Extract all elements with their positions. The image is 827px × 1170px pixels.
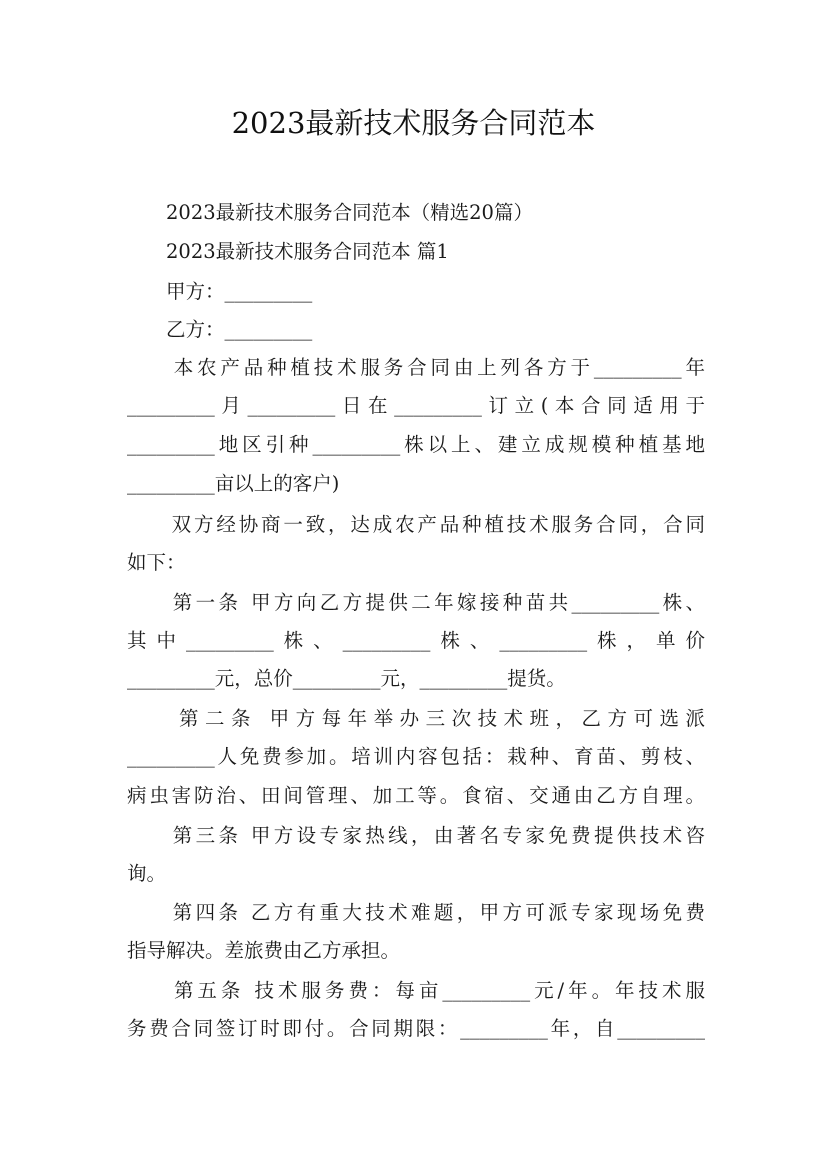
text-line-7: _________地区引种_________株以上、建立成规模种植基地 bbox=[127, 433, 705, 456]
text-line-3: 甲方：_________ bbox=[127, 280, 313, 303]
text-line-5: 本农产品种植技术服务合同由上列各方于_________年 bbox=[127, 356, 705, 379]
text-line-16: 病虫害防治、田间管理、加工等。食宿、交通由乙方自理。 bbox=[127, 784, 705, 807]
text-line-17: 第三条 甲方设专家热线，由著名专家免费提供技术咨 bbox=[127, 824, 705, 847]
text-line-21: 第五条 技术服务费：每亩_________元/年。年技术服 bbox=[127, 979, 705, 1002]
text-line-8: _________亩以上的客户) bbox=[127, 472, 340, 495]
text-line-19: 第四条 乙方有重大技术难题，甲方可派专家现场免费 bbox=[127, 901, 705, 924]
text-line-1: 2023最新技术服务合同范本（精选20篇） bbox=[127, 201, 533, 224]
text-line-10: 如下： bbox=[127, 551, 186, 574]
text-line-13: _________元，总价_________元，_________提货。 bbox=[127, 667, 566, 690]
text-line-11: 第一条 甲方向乙方提供二年嫁接种苗共_________株、 bbox=[127, 591, 705, 614]
text-line-9: 双方经协商一致，达成农产品种植技术服务合同，合同 bbox=[127, 513, 705, 536]
text-line-2: 2023最新技术服务合同范本 篇1 bbox=[127, 240, 449, 263]
document-title: 2023最新技术服务合同范本 bbox=[231, 106, 596, 140]
text-line-20: 指导解决。差旅费由乙方承担。 bbox=[127, 939, 401, 962]
text-line-6: _________月_________日在_________订立(本合同适用于 bbox=[127, 394, 705, 417]
text-line-14: 第二条 甲方每年举办三次技术班，乙方可选派 bbox=[127, 707, 705, 730]
text-line-18: 询。 bbox=[127, 862, 167, 885]
text-line-15: _________人免费参加。培训内容包括：栽种、育苗、剪枝、 bbox=[127, 745, 705, 768]
text-line-22: 务费合同签订时即付。合同期限：_________年，自_________ bbox=[127, 1017, 705, 1040]
text-line-4: 乙方：_________ bbox=[127, 318, 313, 341]
text-line-12: 其中_________株、_________株、_________株，单价 bbox=[127, 629, 705, 652]
